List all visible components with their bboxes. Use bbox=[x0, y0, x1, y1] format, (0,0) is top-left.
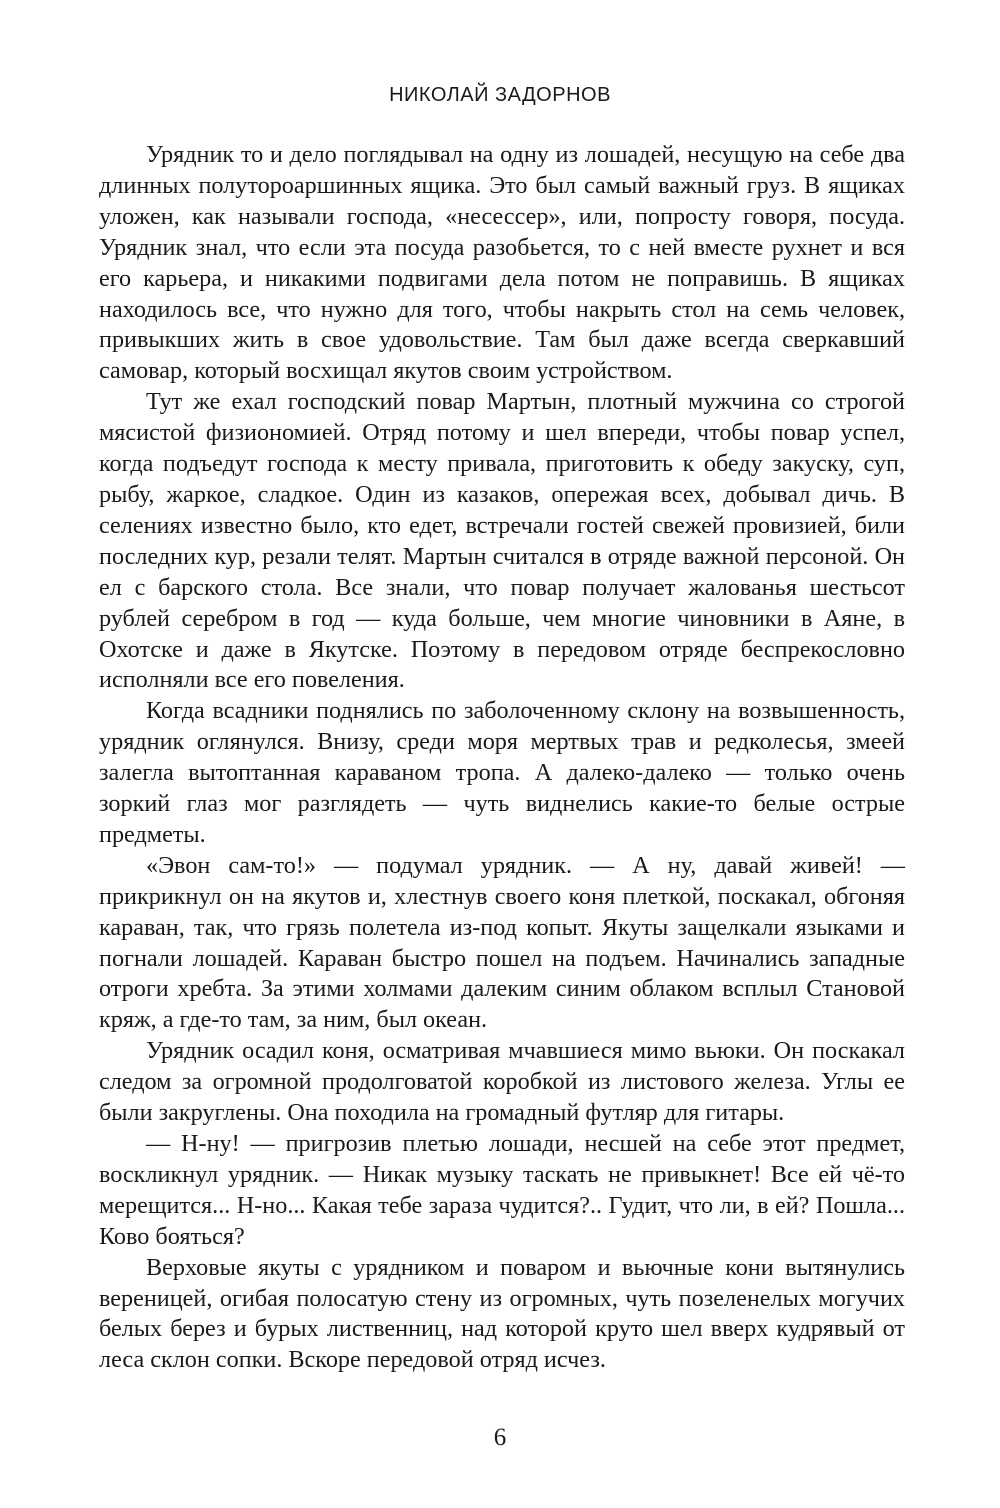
paragraph: Урядник то и дело поглядывал на одну из лошадей, несущую на себе два длинных полутороаршинных ящика. Это был самый важный груз. В ящиках уложен, как называли господа, «несессер», или, попросту говоря, посуда. Урядник знал, что если эта посуда разобьется, то с ней вместе рухнет и вся его карьера, и никакими подвигами дела потом не поправишь. В ящиках находилось все, что нужно для того, чтобы накрыть стол на семь человек, привыкших жить в свое удовольствие. Там был даже всегда сверкавший самовар, который восхищал якутов своим устройством. bbox=[99, 141, 905, 385]
paragraph: Тут же ехал господский повар Мартын, плотный мужчина со строгой мясистой физиономией. Отряд потому и шел впереди, чтобы повар успел, когда подъедут господа к месту привала, приготовить к обеду закуску, суп, рыбу, жаркое, сладкое. Один из казаков, опережая всех, добывал дичь. В селениях известно было, кто едет, встречали гостей свежей провизией, били последних кур, резали телят. Мартын считался в отряде важной персоной. Он ел с барского стола. Все знали, что повар получает жалованья шестьсот рублей серебром в год — куда больше, чем многие чиновники в Аяне, в Охотске и даже в Якутске. Поэтому в передовом отряде беспрекословно исполняли все его повеления. bbox=[99, 388, 905, 694]
body-text bbox=[99, 140, 905, 1376]
running-head-title: НИКОЛАЙ ЗАДОРНОВ bbox=[389, 84, 611, 106]
paragraph: Когда всадники поднялись по заболоченному склону на возвышенность, урядник оглянулся. Внизу, среди моря мертвых трав и редколесья, змеей залегла вытоптанная караваном тропа. А далеко-далеко — только очень зоркий глаз мог разглядеть — чуть виднелись какие-то белые острые предметы. bbox=[99, 697, 905, 848]
paragraph: Урядник осадил коня, осматривая мчавшиеся мимо вьюки. Он поскакал следом за огромной продолговатой коробкой из листового железа. Углы ее были закруглены. Она походила на громадный футляр для гитары. bbox=[99, 1037, 905, 1127]
page-number: 6 bbox=[493, 1424, 507, 1451]
paragraph: — Н-ну! — пригрозив плетью лошади, несшей на себе этот предмет, воскликнул урядник. — Никак музыку таскать не привыкнет! Все ей чё-то мерещится... Н-но... Какая тебе зараза чудится?.. Гудит, что ли, в ей? Пошла... Ково бояться? bbox=[99, 1130, 905, 1250]
paragraph: Верховые якуты с урядником и поваром и вьючные кони вытянулись вереницей, огибая полосатую стену из огромных, чуть позеленелых могучих белых берез и бурых лиственниц, над которой круто шел вверх кудрявый от леса склон сопки. Вскоре передовой отряд исчез. bbox=[99, 1253, 905, 1374]
paragraph: «Эвон сам-то!» — подумал урядник. — А ну, давай живей! — прикрикнул он на якутов и, хлестнув своего коня плеткой, поскакал, обгоняя караван, так, что грязь полетела из-под копыт. Якуты защелкали языками и погнали лошадей. Караван быстро пошел на подъем. Начинались западные отроги хребта. За этими холмами далеким синим облаком всплыл Становой кряж, а где-то там, за ним, был океан. bbox=[99, 851, 905, 1034]
